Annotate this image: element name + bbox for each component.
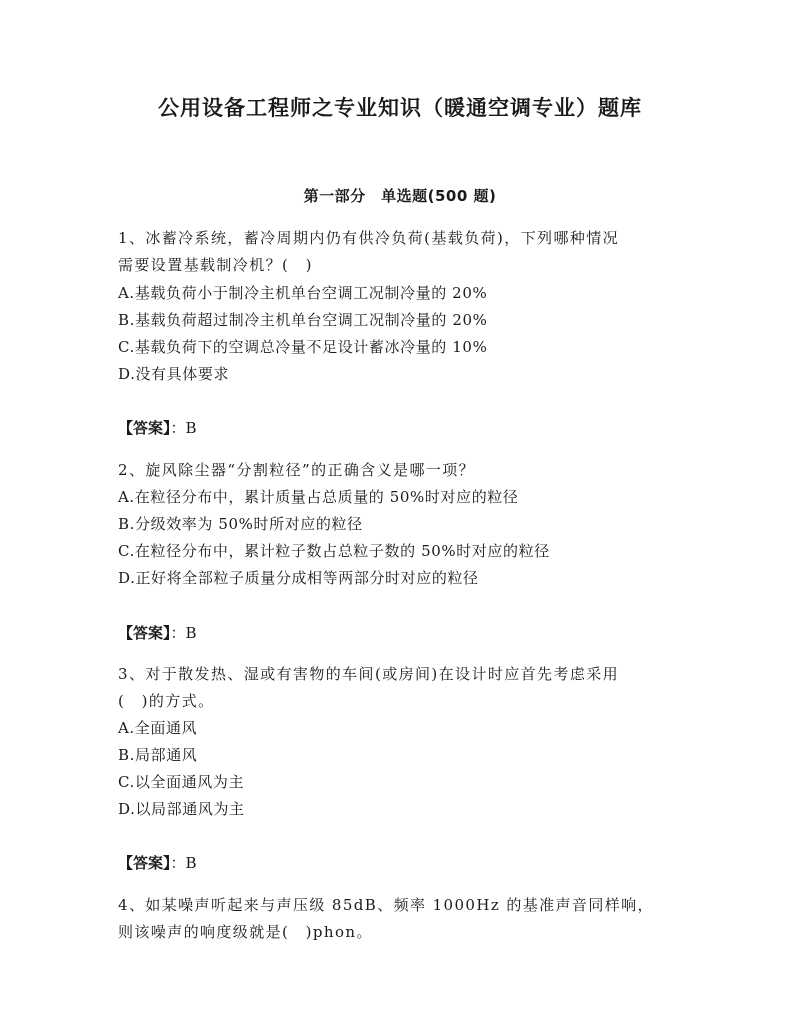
question-1-answer — [118, 417, 197, 438]
answer-value: ：B — [170, 624, 197, 642]
question-2-option-a: A.在粒径分布中，累计质量占总质量的 50%时对应的粒径 — [118, 488, 519, 506]
question-3-option-a: A.全面通风 — [118, 719, 198, 737]
question-1-text-line-2: 需要设置基载制冷机？( ) — [118, 256, 313, 274]
section-title: 第一部分 单选题(500 题) — [303, 187, 497, 205]
document-title: 公用设备工程师之专业知识（暖通空调专业）题库 — [158, 96, 642, 120]
question-2-text-line-1: 2、旋风除尘器“分割粒径”的正确含义是哪一项？ — [118, 461, 476, 479]
question-1-option-b: B.基载负荷超过制冷主机单台空调工况制冷量的 20% — [118, 311, 488, 329]
question-4-text-line-2: 则该噪声的响度级就是( )phon。 — [118, 923, 373, 941]
question-2-option-b: B.分级效率为 50%时所对应的粒径 — [118, 515, 363, 533]
answer-value: ：B — [170, 419, 197, 437]
question-3-option-c: C.以全面通风为主 — [118, 773, 245, 791]
question-2-answer — [118, 622, 197, 643]
answer-tag: 【答案】 — [118, 624, 171, 642]
question-1-option-d: D.没有具体要求 — [118, 365, 230, 383]
question-3-text-line-1: 3、对于散发热、湿或有害物的车间(或房间)在设计时应首先考虑采用 — [118, 665, 620, 683]
question-3-answer — [118, 852, 197, 873]
question-3-text-line-2: ( )的方式。 — [118, 692, 215, 710]
answer-tag: 【答案】 — [118, 854, 171, 872]
answer-tag: 【答案】 — [118, 419, 171, 437]
question-3-option-d: D.以局部通风为主 — [118, 800, 245, 818]
question-1-option-c: C.基载负荷下的空调总冷量不足设计蓄冰冷量的 10% — [118, 338, 488, 356]
question-1-option-a: A.基载负荷小于制冷主机单台空调工况制冷量的 20% — [118, 284, 488, 302]
question-2-option-d: D.正好将全部粒子质量分成相等两部分时对应的粒径 — [118, 569, 479, 587]
question-3-option-b: B.局部通风 — [118, 746, 198, 764]
question-4-text-line-1: 4、如某噪声听起来与声压级 85dB、频率 1000Hz 的基准声音同样响， — [118, 896, 654, 914]
question-2-option-c: C.在粒径分布中，累计粒子数占总粒子数的 50%时对应的粒径 — [118, 542, 550, 560]
question-1-text-line-1: 1、冰蓄冷系统，蓄冷周期内仍有供冷负荷(基载负荷)，下列哪种情况 — [118, 229, 620, 247]
answer-value: ：B — [170, 854, 197, 872]
